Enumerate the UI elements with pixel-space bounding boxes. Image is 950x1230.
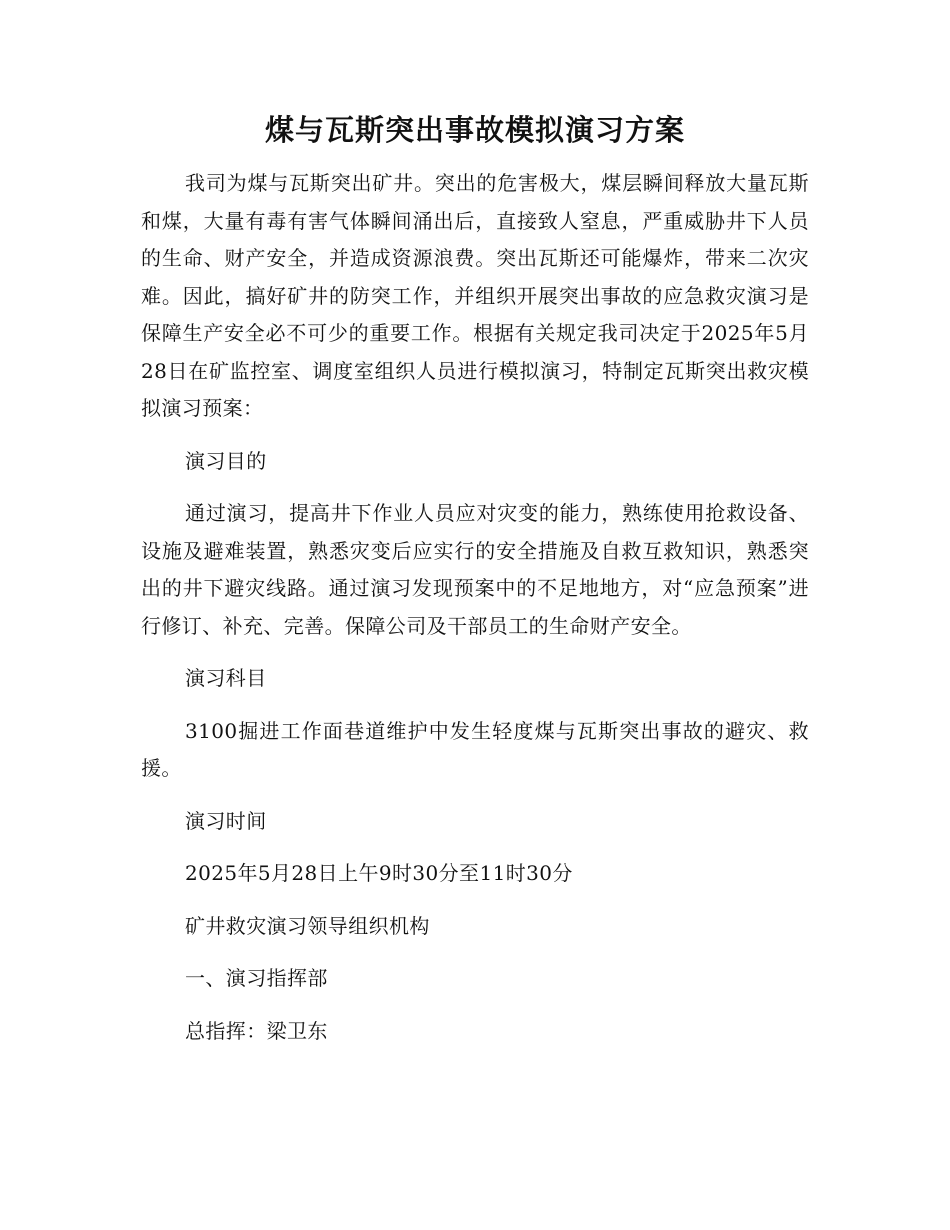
section-heading-subject: 演习科目 [185,666,267,690]
time-paragraph: 2025年5月28日上午9时30分至11时30分 [185,861,573,885]
section-heading-organization: 矿井救灾演习领导组织机构 [185,913,430,938]
document-title: 煤与瓦斯突出事故模拟演习方案 [264,113,685,147]
subject-paragraph: 3100掘进工作面巷道维护中发生轻度煤与瓦斯突出事故的避灾、救援。 [141,718,809,780]
commander-line: 总指挥：梁卫东 [185,1018,328,1043]
intro-paragraph: 我司为煤与瓦斯突出矿井。突出的危害极大，煤层瞬间释放大量瓦斯和煤，大量有毒有害气体瞬间涌出后，直接致人窒息，严重威胁井下人员的生命、财产安全，并造成资源浪费。突出瓦斯还可能爆炸，带来二次灾难。因此，搞好矿井的防突工作，并组织开展突出事故的应急救灾演习是保障生产安全必不可少的重要工作。根据有关规定我司决定于2025年5月28日在矿监控室、调度室组织人员进行模拟演习，特制定瓦斯突出救灾模拟演习预案： [141,171,809,420]
section-heading-time: 演习时间 [185,808,267,833]
document-body [141,165,809,1050]
section-heading-purpose: 演习目的 [185,448,267,473]
purpose-paragraph: 通过演习，提高井下作业人员应对灾变的能力，熟练使用抢救设备、设施及避难装置，熟悉灾变后应实行的安全措施及自救互救知识，熟悉突出的井下避灾线路。通过演习发现预案中的不足地地方，对“应急预案”进行修订、补充、完善。保障公司及干部员工的生命财产安全。 [141,501,809,638]
subsection-heading-command: 一、演习指挥部 [185,966,328,990]
